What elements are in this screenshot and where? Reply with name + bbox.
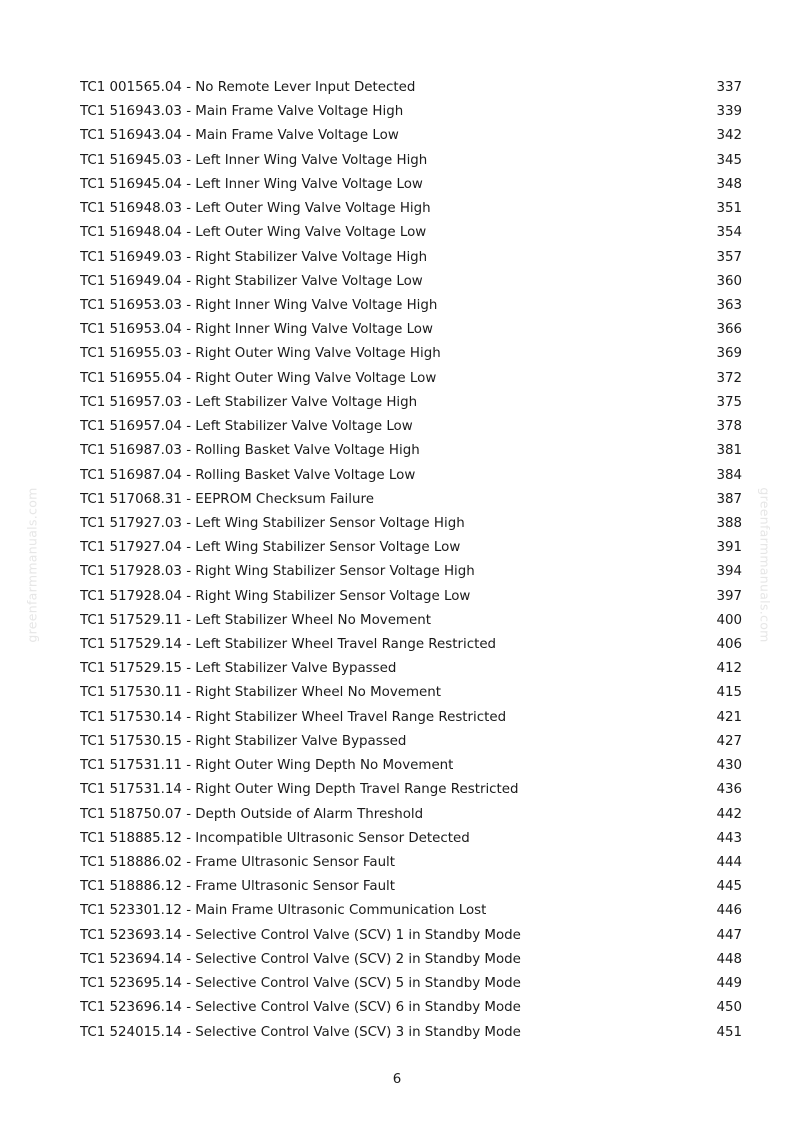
toc-entry-page: 369	[716, 346, 742, 362]
toc-entry-page: 427	[716, 733, 742, 749]
toc-entry-title: TC1 517529.15 - Left Stabilizer Valve Bypassed	[80, 661, 397, 677]
toc-entry-title: TC1 516943.04 - Main Frame Valve Voltage Low	[80, 128, 399, 144]
toc-entry-page: 394	[716, 564, 742, 580]
toc-entry[interactable]	[80, 488, 742, 512]
page-number: 6	[392, 1072, 402, 1087]
toc-entry-title: TC1 524015.14 - Selective Control Valve (SCV) 3 in Standby Mode	[80, 1024, 521, 1040]
toc-entry-page: 397	[716, 588, 742, 604]
toc-entry-title: TC1 516949.03 - Right Stabilizer Valve Voltage High	[80, 249, 428, 265]
toc-entry-page: 363	[716, 297, 742, 313]
toc-entry[interactable]	[80, 924, 742, 948]
toc-entry-title: TC1 523695.14 - Selective Control Valve (SCV) 5 in Standby Mode	[80, 976, 521, 992]
toc-entry[interactable]	[80, 149, 742, 173]
toc-entry-page: 384	[716, 467, 742, 483]
toc-entry-page: 357	[716, 249, 742, 265]
toc-entry-title: TC1 518886.02 - Frame Ultrasonic Sensor Fault	[80, 855, 396, 870]
toc-entry-page: 366	[716, 322, 742, 338]
toc-entry-title: TC1 001565.04 - No Remote Lever Input Detected	[80, 80, 416, 95]
toc-entry-title: TC1 516943.03 - Main Frame Valve Voltage High	[80, 104, 404, 120]
toc-entry[interactable]	[80, 754, 742, 778]
toc-entry[interactable]	[80, 464, 742, 488]
toc-entry-title: TC1 516955.04 - Right Outer Wing Valve Voltage Low	[80, 370, 437, 386]
toc-entry[interactable]	[80, 76, 742, 100]
toc-entry-title: TC1 517927.04 - Left Wing Stabilizer Sensor Voltage Low	[80, 540, 461, 556]
toc-entry-page: 348	[716, 176, 742, 192]
toc-entry-page: 342	[716, 128, 742, 144]
toc-entry-page: 448	[716, 951, 742, 967]
toc-entry-title: TC1 523696.14 - Selective Control Valve (SCV) 6 in Standby Mode	[80, 1000, 521, 1016]
toc-entry-title: TC1 517531.11 - Right Outer Wing Depth No Movement	[80, 758, 454, 774]
toc-entry-page: 430	[716, 758, 742, 774]
toc-entry-title: TC1 516945.04 - Left Inner Wing Valve Voltage Low	[80, 176, 423, 192]
toc-entry-page: 337	[716, 80, 742, 95]
toc-entry-page: 339	[716, 104, 742, 120]
toc-entry[interactable]	[80, 318, 742, 342]
toc-entry-page: 449	[716, 976, 742, 992]
toc-entry[interactable]	[80, 996, 742, 1020]
toc-entry-page: 378	[716, 419, 742, 435]
toc-entry-page: 444	[716, 855, 742, 870]
toc-entry-title: TC1 516949.04 - Right Stabilizer Valve Voltage Low	[80, 273, 423, 289]
toc-entry[interactable]	[80, 706, 742, 730]
toc-entry[interactable]	[80, 270, 742, 294]
toc-entry-title: TC1 517531.14 - Right Outer Wing Depth Travel Range Restricted	[80, 782, 519, 798]
toc-entry-title: TC1 518886.12 - Frame Ultrasonic Sensor Fault	[80, 879, 396, 895]
toc-entry[interactable]	[80, 875, 742, 899]
toc-entry[interactable]	[80, 681, 742, 705]
toc-entry[interactable]	[80, 221, 742, 245]
toc-entry-page: 446	[716, 903, 742, 919]
toc-entry[interactable]	[80, 948, 742, 972]
toc-entry[interactable]	[80, 536, 742, 560]
toc-entry-title: TC1 516987.03 - Rolling Basket Valve Voltage High	[80, 443, 420, 459]
toc-entry-title: TC1 516945.03 - Left Inner Wing Valve Voltage High	[80, 152, 428, 168]
toc-entry-page: 354	[716, 225, 742, 241]
toc-entry-page: 387	[716, 491, 742, 507]
toc-entry-page: 443	[716, 830, 742, 846]
toc-entry[interactable]	[80, 512, 742, 536]
toc-entry[interactable]	[80, 124, 742, 148]
toc-entry-page: 442	[716, 806, 742, 822]
watermark-left: greenfarmmanuals.com	[24, 487, 40, 643]
toc-entry-title: TC1 517529.11 - Left Stabilizer Wheel No Movement	[80, 612, 431, 628]
toc-entry[interactable]	[80, 560, 742, 584]
toc-entry-title: TC1 518750.07 - Depth Outside of Alarm Threshold	[80, 806, 424, 822]
toc-entry-page: 406	[716, 637, 742, 653]
toc-entry-title: TC1 516948.03 - Left Outer Wing Valve Voltage High	[80, 201, 431, 217]
toc-entry-title: TC1 517530.15 - Right Stabilizer Valve Bypassed	[80, 733, 407, 749]
toc-entry-title: TC1 516987.04 - Rolling Basket Valve Voltage Low	[80, 467, 416, 483]
toc-entry-title: TC1 517927.03 - Left Wing Stabilizer Sensor Voltage High	[80, 515, 465, 531]
toc-entry[interactable]	[80, 342, 742, 366]
toc-entry-page: 388	[716, 515, 742, 531]
toc-entry[interactable]	[80, 439, 742, 463]
toc-entry-title: TC1 516957.04 - Left Stabilizer Valve Voltage Low	[80, 419, 413, 435]
toc-entry-title: TC1 516957.03 - Left Stabilizer Valve Voltage High	[80, 394, 418, 410]
toc-entry-title: TC1 523693.14 - Selective Control Valve (SCV) 1 in Standby Mode	[80, 927, 521, 943]
toc-entry[interactable]	[80, 100, 742, 124]
toc-entry-title: TC1 516955.03 - Right Outer Wing Valve Voltage High	[80, 346, 441, 362]
toc-entry-page: 447	[716, 927, 742, 943]
toc-entry[interactable]	[80, 972, 742, 996]
toc-entry[interactable]	[80, 851, 742, 875]
toc-entry-page: 415	[716, 685, 742, 701]
toc-entry-page: 375	[716, 394, 742, 410]
toc-entry-title: TC1 517928.04 - Right Wing Stabilizer Sensor Voltage Low	[80, 588, 471, 604]
toc-entry-page: 351	[716, 201, 742, 217]
toc-entry-page: 451	[716, 1024, 742, 1040]
toc-entry[interactable]	[80, 803, 742, 827]
toc-entry[interactable]	[80, 367, 742, 391]
toc-entry[interactable]	[80, 391, 742, 415]
toc-entry[interactable]	[80, 415, 742, 439]
toc-entry-title: TC1 516948.04 - Left Outer Wing Valve Voltage Low	[80, 225, 427, 241]
toc-entry-page: 345	[716, 152, 742, 168]
toc-entry-page: 436	[716, 782, 742, 798]
toc-entry-page: 391	[716, 540, 742, 556]
toc-entry-title: TC1 517928.03 - Right Wing Stabilizer Sensor Voltage High	[80, 564, 475, 580]
toc-entry[interactable]	[80, 730, 742, 754]
toc-entry-page: 412	[716, 661, 742, 677]
toc-entry-page: 381	[716, 443, 742, 459]
toc-entry-page: 400	[716, 612, 742, 628]
toc-entry-page: 421	[716, 709, 742, 725]
toc-entry[interactable]	[80, 899, 742, 923]
toc-entry-page: 360	[716, 273, 742, 289]
toc-entry-page: 372	[716, 370, 742, 386]
toc-entry-title: TC1 517529.14 - Left Stabilizer Wheel Travel Range Restricted	[80, 637, 497, 653]
toc-entry-page: 450	[716, 1000, 742, 1016]
toc-entry-title: TC1 523694.14 - Selective Control Valve (SCV) 2 in Standby Mode	[80, 951, 521, 967]
toc-entry[interactable]	[80, 633, 742, 657]
toc-entry[interactable]	[80, 294, 742, 318]
toc-entry[interactable]	[80, 1021, 742, 1045]
toc-entry-title: TC1 518885.12 - Incompatible Ultrasonic Sensor Detected	[80, 830, 470, 846]
toc-entry[interactable]	[80, 827, 742, 851]
watermark-right: greenfarmmanuals.com	[757, 487, 773, 643]
toc-entry[interactable]	[80, 657, 742, 681]
toc-entry-title: TC1 516953.04 - Right Inner Wing Valve Voltage Low	[80, 322, 433, 338]
toc-entry-title: TC1 517530.11 - Right Stabilizer Wheel No Movement	[80, 685, 442, 701]
toc-entry[interactable]	[80, 585, 742, 609]
toc-entry-title: TC1 516953.03 - Right Inner Wing Valve Voltage High	[80, 297, 438, 313]
toc-entry-page: 445	[716, 879, 742, 895]
table-of-contents	[80, 76, 742, 1045]
toc-entry[interactable]	[80, 197, 742, 221]
toc-entry[interactable]	[80, 609, 742, 633]
toc-entry[interactable]	[80, 246, 742, 270]
toc-entry[interactable]	[80, 173, 742, 197]
toc-entry-title: TC1 517530.14 - Right Stabilizer Wheel Travel Range Restricted	[80, 709, 507, 725]
toc-entry-title: TC1 517068.31 - EEPROM Checksum Failure	[80, 491, 374, 507]
toc-entry-title: TC1 523301.12 - Main Frame Ultrasonic Communication Lost	[80, 903, 487, 919]
toc-entry[interactable]	[80, 778, 742, 802]
